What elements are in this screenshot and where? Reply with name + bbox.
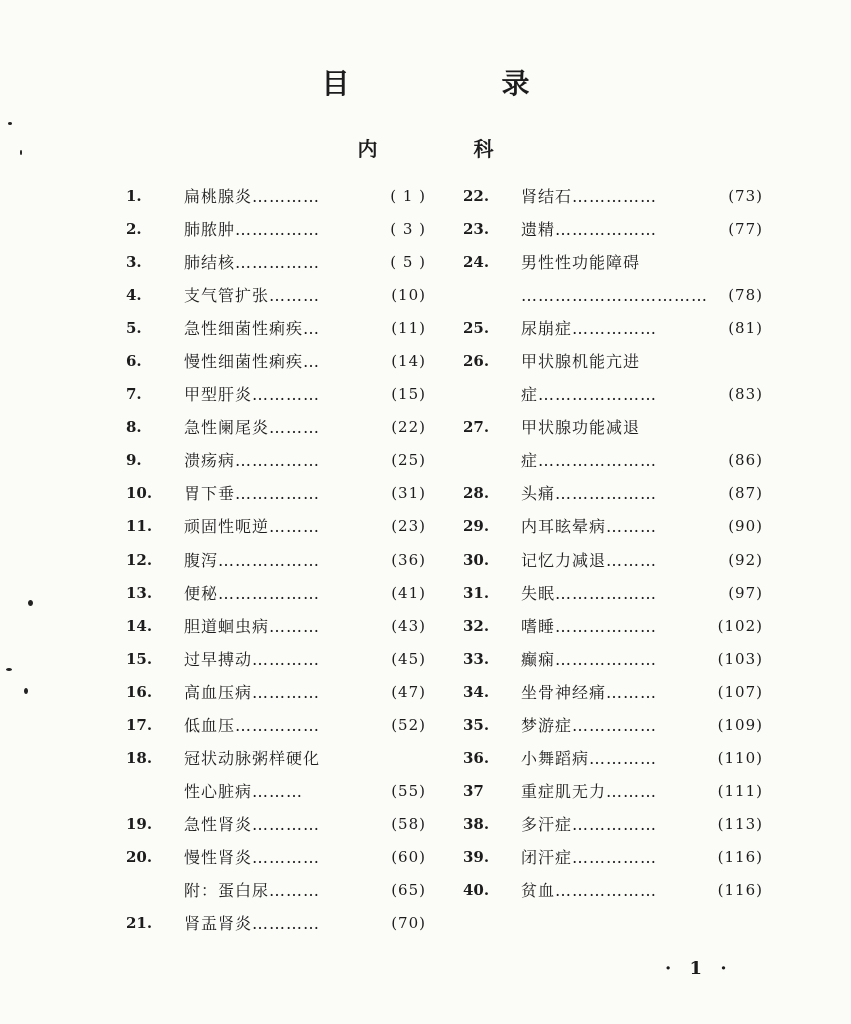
entry-title: 多汗症……………: [521, 814, 658, 834]
toc-entry: [463, 808, 763, 841]
entry-number: 37: [463, 781, 484, 800]
toc-entry: [126, 246, 426, 279]
entry-number: 13.: [126, 583, 153, 602]
toc-entry: [126, 411, 426, 444]
toc-right-column: [463, 180, 763, 907]
entry-page-ref: (58): [391, 814, 426, 833]
toc-entry: [126, 312, 426, 345]
toc-entry: [126, 444, 426, 477]
entry-page-ref: (43): [391, 616, 426, 635]
entry-title: 肺结核……………: [184, 253, 321, 273]
toc-entry: [126, 643, 426, 676]
entry-page-ref: (90): [728, 517, 763, 536]
toc-entry: [126, 544, 426, 577]
entry-title: 急性阑尾炎………: [184, 418, 321, 438]
entry-title: 急性肾炎…………: [184, 814, 321, 834]
page-number: · 1 ·: [665, 958, 733, 979]
entry-number: 28.: [463, 484, 490, 503]
entry-page-ref: (78): [728, 286, 763, 305]
toc-entry: [463, 874, 763, 907]
entry-number: 39.: [463, 847, 490, 866]
entry-page-ref: (77): [728, 220, 763, 239]
entry-page-ref: (116): [717, 880, 763, 899]
entry-title: 肺脓肿……………: [184, 220, 321, 240]
toc-entry: [463, 345, 763, 378]
entry-title: 急性细菌性痢疾…: [184, 319, 321, 339]
entry-title: 癫痫………………: [521, 649, 658, 669]
entry-page-ref: (111): [717, 781, 763, 800]
toc-entry: [126, 874, 426, 907]
toc-entry: [126, 477, 426, 510]
toc-entry: [463, 510, 763, 543]
entry-page-ref: (107): [717, 682, 763, 701]
toc-entry: [463, 544, 763, 577]
toc-entry: [463, 444, 763, 477]
entry-page-ref: ( 3 ): [390, 220, 426, 239]
entry-title: 头痛………………: [521, 484, 658, 504]
entry-number: 35.: [463, 715, 490, 734]
entry-page-ref: (83): [728, 385, 763, 404]
entry-page-ref: (87): [728, 484, 763, 503]
entry-title: 慢性肾炎…………: [184, 847, 321, 867]
entry-page-ref: (23): [391, 517, 426, 536]
entry-number: 40.: [463, 880, 490, 899]
toc-entry: [126, 709, 426, 742]
entry-page-ref: (70): [391, 914, 426, 933]
entry-page-ref: (47): [391, 682, 426, 701]
toc-entry: [126, 577, 426, 610]
toc-entry: [463, 841, 763, 874]
entry-number: 24.: [463, 253, 490, 272]
entry-title: 扁桃腺炎…………: [184, 187, 321, 206]
entry-number: 38.: [463, 814, 490, 833]
entry-page-ref: (97): [728, 583, 763, 602]
entry-number: 34.: [463, 682, 490, 701]
entry-page-ref: (55): [391, 781, 426, 800]
toc-entry: [463, 577, 763, 610]
entry-page-ref: (36): [391, 550, 426, 569]
toc-entry: [463, 378, 763, 411]
entry-number: 7.: [126, 385, 142, 404]
entry-page-ref: (52): [391, 715, 426, 734]
entry-title: 附：蛋白尿………: [184, 880, 321, 900]
entry-number: 12.: [126, 550, 153, 569]
entry-title: 慢性细菌性痢疾…: [184, 352, 321, 372]
entry-number: 4.: [126, 286, 142, 305]
scan-speck: [20, 150, 22, 155]
entry-page-ref: (110): [717, 748, 763, 767]
entry-title: 嗜睡………………: [521, 616, 658, 636]
entry-title: 坐骨神经痛………: [521, 682, 658, 702]
entry-page-ref: (92): [728, 550, 763, 569]
entry-page-ref: (10): [391, 286, 426, 305]
toc-entry: [463, 180, 763, 213]
toc-entry: [463, 676, 763, 709]
toc-entry: [126, 742, 426, 775]
entry-page-ref: (109): [717, 715, 763, 734]
entry-title: 肾盂肾炎…………: [184, 914, 321, 934]
entry-title: 遗精………………: [521, 220, 658, 240]
entry-number: 5.: [126, 319, 142, 338]
entry-number: 19.: [126, 814, 153, 833]
entry-title: 内耳眩晕病………: [521, 517, 658, 537]
entry-title: 高血压病…………: [184, 682, 321, 702]
toc-entry: [126, 775, 426, 808]
entry-page-ref: (25): [391, 451, 426, 470]
entry-page-ref: ( 1 ): [390, 187, 426, 205]
entry-page-ref: (41): [391, 583, 426, 602]
toc-entry: [463, 610, 763, 643]
entry-title: 胃下垂……………: [184, 484, 321, 504]
toc-entry: [126, 180, 426, 213]
entry-number: 33.: [463, 649, 490, 668]
entry-title: 梦游症……………: [521, 715, 658, 735]
entry-page-ref: (31): [391, 484, 426, 503]
entry-title: 贫血………………: [521, 880, 658, 900]
entry-number: 30.: [463, 550, 490, 569]
entry-number: 8.: [126, 418, 142, 437]
scan-speck: [8, 122, 12, 125]
page-title: 目 录: [321, 67, 592, 100]
entry-title: ……………………………: [521, 286, 708, 306]
entry-number: 23.: [463, 220, 490, 239]
entry-title: 闭汗症……………: [521, 847, 658, 867]
entry-title: 低血压……………: [184, 715, 321, 735]
entry-title: 甲状腺机能亢进: [521, 352, 641, 372]
entry-number: 14.: [126, 616, 153, 635]
toc-entry: [463, 477, 763, 510]
entry-title: 男性性功能障碍: [521, 253, 641, 273]
entry-page-ref: (113): [717, 814, 763, 833]
entry-page-ref: (14): [391, 352, 426, 371]
entry-number: 20.: [126, 847, 153, 866]
entry-number: 17.: [126, 715, 153, 734]
toc-left-column: [126, 180, 426, 940]
entry-page-ref: (15): [391, 385, 426, 404]
toc-entry: [463, 709, 763, 742]
entry-title: 甲型肝炎…………: [184, 385, 321, 405]
entry-number: 15.: [126, 649, 153, 668]
section-heading: 内 科: [357, 137, 532, 161]
entry-number: 10.: [126, 484, 153, 503]
scan-speck: [28, 600, 33, 606]
entry-number: 9.: [126, 451, 142, 470]
entry-page-ref: (22): [391, 418, 426, 437]
toc-entry: [463, 213, 763, 246]
toc-entry: [126, 279, 426, 312]
entry-page-ref: (65): [391, 880, 426, 899]
toc-entry: [126, 510, 426, 543]
entry-title: 重症肌无力………: [521, 781, 658, 801]
entry-number: 32.: [463, 616, 490, 635]
toc-entry: [463, 775, 763, 808]
entry-page-ref: (73): [728, 187, 763, 205]
toc-entry: [126, 345, 426, 378]
entry-number: 27.: [463, 418, 490, 437]
entry-number: 26.: [463, 352, 490, 371]
entry-page-ref: (103): [717, 649, 763, 668]
entry-number: 3.: [126, 253, 142, 272]
toc-entry: [126, 213, 426, 246]
entry-title: 溃疡病……………: [184, 451, 321, 471]
entry-title: 过早搏动…………: [184, 649, 321, 669]
entry-number: 31.: [463, 583, 490, 602]
scan-speck: [24, 688, 28, 694]
entry-page-ref: (45): [391, 649, 426, 668]
entry-title: 顽固性呃逆………: [184, 517, 321, 537]
toc-entry: [463, 279, 763, 312]
entry-page-ref: (81): [728, 319, 763, 338]
entry-title: 便秘………………: [184, 583, 321, 603]
entry-page-ref: (116): [717, 847, 763, 866]
entry-number: 2.: [126, 220, 142, 239]
entry-number: 36.: [463, 748, 490, 767]
entry-title: 性心脏病………: [184, 781, 304, 801]
entry-title: 甲状腺功能减退: [521, 418, 641, 438]
entry-number: 21.: [126, 914, 153, 933]
entry-page-ref: ( 5 ): [390, 253, 426, 272]
entry-number: 16.: [126, 682, 153, 701]
entry-title: 症…………………: [521, 385, 658, 405]
toc-entry: [463, 643, 763, 676]
entry-title: 记忆力减退………: [521, 550, 658, 570]
toc-entry: [463, 411, 763, 444]
toc-entry: [463, 246, 763, 279]
entry-number: 18.: [126, 748, 153, 767]
entry-number: 1.: [126, 187, 142, 205]
toc-entry: [126, 378, 426, 411]
toc-entry: [126, 610, 426, 643]
scan-speck: [6, 668, 12, 671]
entry-title: 支气管扩张………: [184, 286, 321, 306]
entry-title: 症…………………: [521, 451, 658, 471]
entry-page-ref: (11): [391, 319, 426, 338]
entry-title: 失眠………………: [521, 583, 658, 603]
entry-number: 29.: [463, 517, 490, 536]
entry-number: 25.: [463, 319, 490, 338]
entry-title: 冠状动脉粥样硬化: [184, 748, 321, 768]
toc-entry: [126, 808, 426, 841]
entry-page-ref: (102): [717, 616, 763, 635]
entry-number: 22.: [463, 187, 490, 205]
entry-number: 6.: [126, 352, 142, 371]
toc-entry: [463, 742, 763, 775]
entry-title: 尿崩症……………: [521, 319, 658, 339]
entry-number: 11.: [126, 517, 153, 536]
entry-title: 小舞蹈病…………: [521, 748, 658, 768]
toc-entry: [126, 907, 426, 940]
entry-title: 胆道蛔虫病………: [184, 616, 321, 636]
toc-entry: [463, 312, 763, 345]
entry-page-ref: (60): [391, 847, 426, 866]
toc-entry: [126, 841, 426, 874]
entry-page-ref: (86): [728, 451, 763, 470]
entry-title: 腹泻………………: [184, 550, 321, 570]
toc-entry: [126, 676, 426, 709]
entry-title: 肾结石……………: [521, 187, 658, 206]
